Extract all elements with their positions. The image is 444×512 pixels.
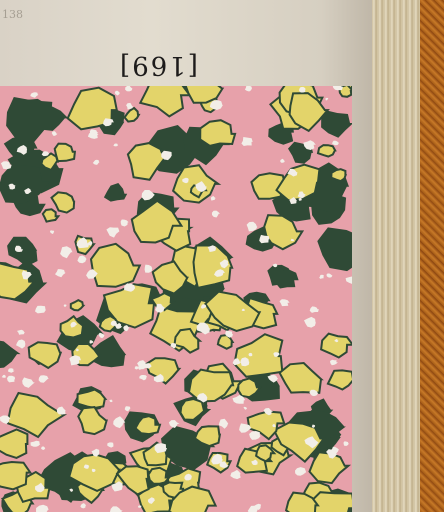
- folio-label: [169]: [118, 50, 198, 80]
- cloth-spine: [420, 0, 444, 512]
- corner-page-number: 138: [2, 8, 23, 21]
- marble-blob: [318, 145, 335, 156]
- marble-pattern: [0, 86, 352, 512]
- marble-blob: [331, 169, 345, 181]
- marble-blob: [249, 353, 253, 356]
- marbled-paper: [0, 86, 352, 512]
- marble-blob: [55, 144, 75, 162]
- marble-blob: [259, 235, 269, 243]
- marble-blob: [149, 468, 170, 484]
- marble-blob: [200, 120, 235, 146]
- marble-blob: [0, 462, 30, 489]
- page-edges: [372, 0, 422, 512]
- marble-blob: [0, 430, 27, 458]
